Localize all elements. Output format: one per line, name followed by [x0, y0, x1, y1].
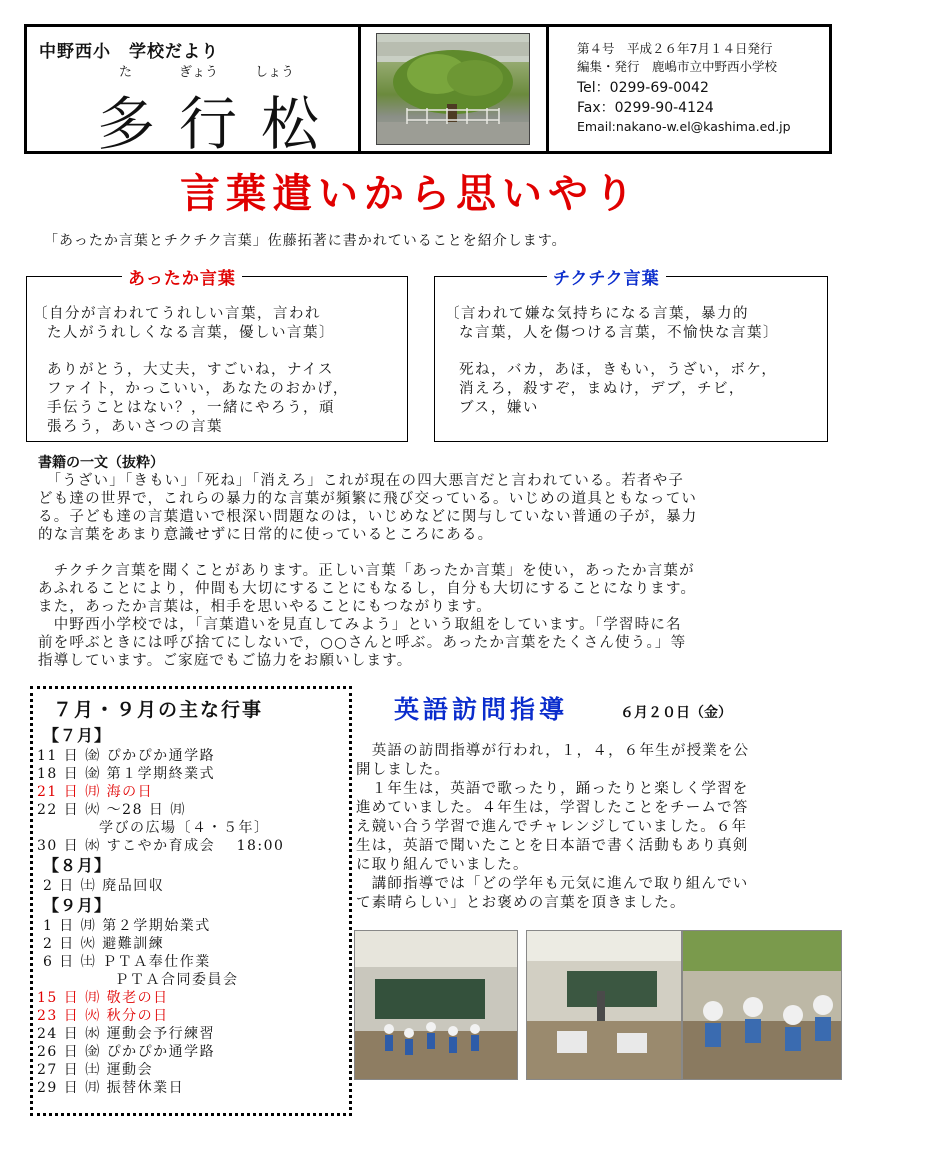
- body-line-5: 前を呼ぶときには呼び捨てにしないで，○○さんと呼ぶ。あったか言葉をたくさん使う。」等: [38, 635, 687, 651]
- english-line-6: 生は，英語で聞いたことを日本語で書く活動もあり真剣: [356, 838, 749, 854]
- event-item: 29 日 ㈪ 振替休業日: [37, 1080, 185, 1096]
- event-item: 22 日 ㈫ ～28 日 ㈪: [37, 802, 186, 818]
- warm-words-title: あったか言葉: [122, 264, 242, 289]
- event-item: 30 日 ㈬ すこやか育成会 18:00: [37, 838, 285, 854]
- event-item: 11 日 ㈮ ぴかぴか通学路: [37, 748, 216, 764]
- body-line-3: また，あったか言葉は，相手を思いやることにもつながります。: [38, 599, 492, 615]
- event-item: 24 日 ㈬ 運動会予行練習: [37, 1026, 216, 1042]
- event-item: 26 日 ㈮ ぴかぴか通学路: [37, 1044, 216, 1060]
- prickly-def-1: 〔言われて嫌な気持ちになる言葉，暴力的: [445, 306, 749, 322]
- event-item-holiday: 23 日 ㈫ 秋分の日: [37, 1008, 169, 1024]
- excerpt-line-3: る。子ども達の言葉遣いで根深い問題なのは，いじめなどに関与していない普通の子が，暴力: [38, 509, 698, 525]
- email-line: Email:nakano-w.el@kashima.ed.jp: [577, 119, 791, 134]
- ruby-shou: しょう: [255, 65, 295, 80]
- english-date: ６月２０日（金）: [620, 705, 732, 721]
- masthead-photo-cell: [358, 27, 549, 151]
- english-line-2: 開しました。: [356, 762, 451, 778]
- classroom-photo-3: [682, 930, 842, 1080]
- excerpt-heading: 書籍の一文（抜粋）: [38, 455, 164, 471]
- warm-words-box: [26, 269, 408, 442]
- event-item: 18 日 ㈮ 第１学期終業式: [37, 766, 216, 782]
- newsletter-logo: 多行松: [97, 90, 344, 158]
- prickly-ex-1: 死ね，バカ，あほ，きもい，うざい，ボケ，: [459, 362, 778, 378]
- event-item: 27 日 ㈯ 運動会: [37, 1062, 154, 1078]
- masthead: [24, 24, 832, 158]
- event-item: 2 日 ㈯ 廃品回収: [37, 878, 165, 894]
- prickly-words-box: [434, 269, 828, 442]
- english-line-8: 講師指導では「どの学年も元気に進んで取り組んでい: [356, 876, 749, 892]
- classroom-photo-1: [354, 930, 518, 1080]
- event-item: 学びの広場〔４・５年〕: [37, 820, 270, 836]
- excerpt-line-1: 「うざい」「きもい」「死ね」「消えろ」これが現在の四大悪言だと言われている。若者や子: [38, 473, 685, 489]
- prickly-words-title: チクチク言葉: [547, 264, 666, 289]
- ruby-ta: た: [119, 65, 133, 80]
- month-august: 【８月】: [43, 856, 112, 875]
- events-title: ７月・９月の主な行事: [53, 699, 264, 721]
- main-title: 言葉遣いから思いやり: [180, 171, 640, 217]
- warm-ex-3: 手伝うことはない？，一緒にやろう，頑: [47, 400, 335, 416]
- prickly-ex-3: ブス，嫌い: [459, 400, 539, 416]
- prickly-ex-2: 消えろ，殺すぞ，まぬけ，デブ，チビ，: [459, 381, 745, 397]
- body-line-1: チクチク言葉を聞くことがあります。正しい言葉「あったか言葉」を使い，あったか言葉が: [38, 563, 695, 579]
- event-item: 1 日 ㈪ 第２学期始業式: [37, 918, 211, 934]
- english-line-4: 進めていました。４年生は，学習したことをチームで答: [356, 800, 749, 816]
- intro-text: 「あったか言葉とチクチク言葉」佐藤拓著に書かれていることを紹介します。: [44, 233, 567, 249]
- masthead-title-cell: [27, 27, 361, 158]
- event-item: ＰＴＡ合同委員会: [37, 972, 239, 988]
- warm-def-1: 〔自分が言われてうれしい言葉，言われ: [33, 306, 321, 322]
- body-line-4: 中野西小学校では，「言葉遣いを見直してみよう」という取組をしています。「学習時に名: [38, 617, 682, 633]
- warm-def-2: た人がうれしくなる言葉，優しい言葉〕: [47, 325, 335, 341]
- event-item-holiday: 21 日 ㈪ 海の日: [37, 784, 154, 800]
- issue-line: 第４号 平成２６年7月１４日発行: [577, 41, 773, 56]
- excerpt-line-4: 的な言葉をあまり意識せずに日常的に使っているところにある。: [38, 527, 494, 543]
- masthead-info-cell: [549, 27, 829, 151]
- excerpt-line-2: ども達の世界で，これらの暴力的な言葉が頻繁に飛び交っている。いじめの道具ともなってい: [38, 491, 698, 507]
- english-line-5: え競い合う学習で進んでチャレンジしていました。６年: [356, 819, 748, 835]
- month-september: 【９月】: [43, 896, 112, 915]
- classroom-photo-2: [526, 930, 682, 1080]
- month-july: 【７月】: [43, 726, 112, 745]
- event-item-holiday: 15 日 ㈪ 敬老の日: [37, 990, 169, 1006]
- event-item: 6 日 ㈯ ＰＴＡ奉仕作業: [37, 954, 211, 970]
- pine-tree-photo: [376, 33, 530, 145]
- body-line-2: あふれることにより，仲間も大切にすることにもなるし，自分も大切にすることになります。: [38, 581, 697, 597]
- ruby-gyou: ぎょう: [179, 65, 219, 80]
- warm-ex-2: ファイト，かっこいい，あなたのおかげ，: [47, 381, 349, 397]
- english-line-9: て素晴らしい」とお褒めの言葉を頂きました。: [356, 895, 686, 911]
- warm-ex-4: 張ろう，あいさつの言葉: [47, 419, 223, 435]
- english-line-7: に取り組んでいました。: [356, 857, 529, 873]
- fax-line: Fax：0299-90-4124: [577, 100, 714, 116]
- english-line-3: １年生は，英語で歌ったり，踊ったりと楽しく学習を: [356, 781, 749, 797]
- english-line-1: 英語の訪問指導が行われ，１，４，６年生が授業を公: [356, 743, 750, 759]
- publisher-line: 編集・発行 鹿嶋市立中野西小学校: [577, 59, 778, 74]
- english-title: 英語訪問指導: [394, 695, 569, 724]
- tel-line: Tel：0299-69-0042: [577, 80, 709, 96]
- events-box: [30, 686, 352, 1116]
- event-item: 2 日 ㈫ 避難訓練: [37, 936, 165, 952]
- body-line-6: 指導しています。ご家庭でもご協力をお願いします。: [38, 653, 413, 669]
- warm-ex-1: ありがとう，大丈夫，すごいね，ナイス: [47, 362, 334, 378]
- prickly-def-2: な言葉，人を傷つける言葉，不愉快な言葉〕: [459, 325, 779, 341]
- school-line: 中野西小 学校だより: [39, 42, 219, 62]
